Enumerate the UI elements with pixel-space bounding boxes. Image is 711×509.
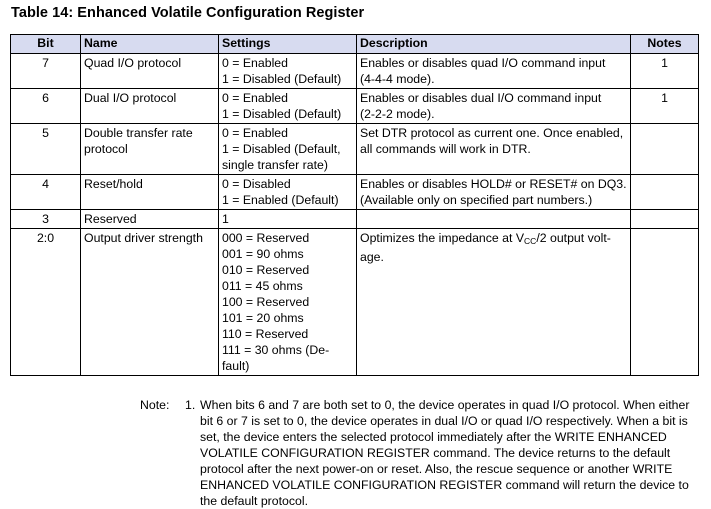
setting-line: 110 = Reserved: [222, 327, 309, 341]
settings-cell: [219, 124, 357, 175]
setting-line: 1 = Enabled (Default): [222, 193, 339, 207]
bit-cell: 6: [11, 89, 81, 124]
setting-line: 0 = Enabled: [222, 126, 288, 140]
column-header-bit: Bit: [11, 35, 81, 54]
bit-cell: 4: [11, 175, 81, 210]
note-number: 1.: [185, 398, 196, 412]
settings-cell: [219, 54, 357, 89]
description-cell: [357, 175, 631, 210]
column-header-settings: Settings: [219, 35, 357, 54]
note-text: When bits 6 and 7 are both set to 0, the device operates in quad I/O protocol. When either bit 6 or 7 is set to 0, the device operates in dual I/O or quad I/O respectively. When a bit is set, the device enters the selected protocol immediately after the WRITE ENHANCED VOLATILE CONFIGURATION REGISTER command. The device returns to the default protocol after the next power-on or reset. Also, the rescue sequence or another WRITE ENHANCED VOLATILE CONFIGURATION REGISTER command will return the device to the default protocol.: [200, 398, 690, 508]
description-cell: [357, 89, 631, 124]
column-header-notes: Notes: [631, 35, 699, 54]
notes-cell: 1: [631, 54, 699, 89]
notes-cell: [631, 229, 699, 376]
table-row: [11, 54, 699, 89]
settings-cell: [219, 229, 357, 376]
setting-line: 011 = 45 ohms: [222, 279, 303, 293]
description-line: (Available only on specified part numbers.): [360, 193, 593, 207]
notes-cell: [631, 210, 699, 229]
description-line: Enables or disables quad I/O command input: [360, 56, 606, 70]
description-line: Enables or disables HOLD# or RESET# on DQ3.: [360, 177, 627, 191]
notes-cell: [631, 124, 699, 175]
name-cell: Reset/hold: [81, 175, 219, 210]
setting-line: 111 = 30 ohms (De-: [222, 343, 330, 357]
setting-line: 1: [222, 212, 229, 226]
notes-cell: [631, 175, 699, 210]
column-header-description: Description: [357, 35, 631, 54]
description-line: age.: [360, 250, 384, 264]
table-row: [11, 175, 699, 210]
setting-line: 101 = 20 ohms: [222, 311, 304, 325]
description-line: all commands will work in DTR.: [360, 142, 531, 156]
vcc-subscript: CC: [524, 236, 537, 246]
note-label: Note:: [140, 398, 170, 412]
notes-cell: 1: [631, 89, 699, 124]
bit-cell: 3: [11, 210, 81, 229]
name-cell: Quad I/O protocol: [81, 54, 219, 89]
bit-cell: 5: [11, 124, 81, 175]
description-line: [360, 230, 627, 249]
settings-cell: [219, 210, 357, 229]
table-row: [11, 124, 699, 175]
description-text: /2 output volt-: [536, 231, 611, 245]
settings-cell: [219, 175, 357, 210]
description-text: Optimizes the impedance at V: [360, 231, 525, 245]
setting-line: 010 = Reserved: [222, 263, 310, 277]
description-cell: [357, 54, 631, 89]
setting-line: 1 = Disabled (Default): [222, 107, 342, 121]
setting-line: single transfer rate): [222, 158, 328, 172]
description-cell: [357, 229, 631, 376]
table-header-row: [11, 35, 699, 54]
table-row: [11, 89, 699, 124]
name-line: protocol: [84, 142, 128, 156]
setting-line: 1 = Disabled (Default,: [222, 142, 341, 156]
setting-line: 100 = Reserved: [222, 295, 310, 309]
setting-line: fault): [222, 359, 250, 373]
setting-line: 0 = Disabled: [222, 177, 291, 191]
table-title: Table 14: Enhanced Volatile Configuration Register: [11, 5, 365, 21]
setting-line: 0 = Enabled: [222, 91, 288, 105]
table-row: [11, 229, 699, 376]
setting-line: 0 = Enabled: [222, 56, 288, 70]
column-header-name: Name: [81, 35, 219, 54]
description-line: (2-2-2 mode).: [360, 107, 435, 121]
register-table: [10, 34, 699, 376]
name-cell: Dual I/O protocol: [81, 89, 219, 124]
description-cell: [357, 210, 631, 229]
description-cell: [357, 124, 631, 175]
setting-line: 001 = 90 ohms: [222, 247, 304, 261]
description-line: (4-4-4 mode).: [360, 72, 435, 86]
description-line: Enables or disables dual I/O command input: [360, 91, 602, 105]
bit-cell: 2:0: [11, 229, 81, 376]
setting-line: 000 = Reserved: [222, 231, 310, 245]
name-cell: [81, 124, 219, 175]
name-cell: Reserved: [81, 210, 219, 229]
table-row: [11, 210, 699, 229]
name-cell: Output driver strength: [81, 229, 219, 376]
bit-cell: 7: [11, 54, 81, 89]
description-line: Set DTR protocol as current one. Once enabled,: [360, 126, 624, 140]
name-line: Double transfer rate: [84, 126, 193, 140]
setting-line: 1 = Disabled (Default): [222, 72, 342, 86]
settings-cell: [219, 89, 357, 124]
